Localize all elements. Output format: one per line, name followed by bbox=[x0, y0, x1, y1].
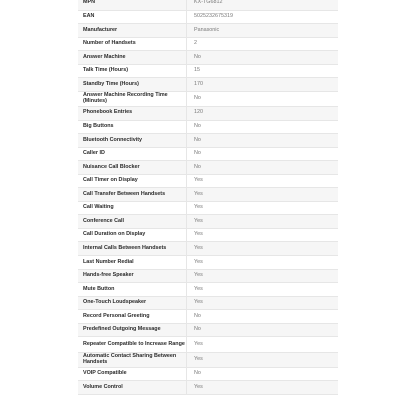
spec-label: Call Transfer Between Handsets bbox=[78, 188, 187, 202]
spec-label: EAN bbox=[78, 10, 187, 24]
spec-row-nuisance-call-blocker bbox=[78, 161, 338, 175]
spec-value: Yes bbox=[187, 283, 339, 297]
spec-label: Automatic Contact Sharing Between Handsets bbox=[78, 352, 187, 367]
spec-label: Last Number Redial bbox=[78, 256, 187, 270]
spec-label: Bluetooth Connectivity bbox=[78, 134, 187, 148]
spec-label: Record Personal Greeting bbox=[78, 310, 187, 324]
spec-value: Yes bbox=[187, 188, 339, 202]
spec-label: Predefined Outgoing Message bbox=[78, 323, 187, 337]
specifications-table bbox=[78, 0, 338, 395]
spec-value: 15 bbox=[187, 64, 339, 78]
spec-row-standby-time bbox=[78, 78, 338, 92]
spec-row-phonebook-entries bbox=[78, 107, 338, 121]
spec-value: Yes bbox=[187, 256, 339, 270]
spec-value: No bbox=[187, 147, 339, 161]
spec-label: Number of Handsets bbox=[78, 37, 187, 51]
spec-value: Yes bbox=[187, 337, 339, 352]
spec-value: Yes bbox=[187, 296, 339, 310]
spec-row-volume-control bbox=[78, 381, 338, 395]
spec-row-hands-free-speaker bbox=[78, 269, 338, 283]
spec-row-ean bbox=[78, 10, 338, 24]
spec-row-last-number-redial bbox=[78, 256, 338, 270]
spec-row-call-duration bbox=[78, 228, 338, 242]
spec-label: Volume Control bbox=[78, 381, 187, 395]
spec-value: Yes bbox=[187, 269, 339, 283]
spec-label: Hands-free Speaker bbox=[78, 269, 187, 283]
spec-value: No bbox=[187, 367, 339, 381]
spec-label: Nuisance Call Blocker bbox=[78, 161, 187, 175]
spec-label: VOIP Compatible bbox=[78, 367, 187, 381]
spec-row-conference-call bbox=[78, 215, 338, 229]
spec-row-record-greeting bbox=[78, 310, 338, 324]
spec-label: Phonebook Entries bbox=[78, 107, 187, 121]
spec-value: Yes bbox=[187, 381, 339, 395]
spec-row-predefined-message bbox=[78, 323, 338, 337]
spec-label: Conference Call bbox=[78, 215, 187, 229]
spec-label: Mute Button bbox=[78, 283, 187, 297]
spec-value: 170 bbox=[187, 78, 339, 92]
spec-value: Yes bbox=[187, 215, 339, 229]
spec-value: No bbox=[187, 323, 339, 337]
spec-value: Yes bbox=[187, 201, 339, 215]
spec-row-mpn bbox=[78, 0, 338, 10]
spec-label: Answer Machine bbox=[78, 51, 187, 65]
spec-row-answer-machine bbox=[78, 51, 338, 65]
spec-value: No bbox=[187, 134, 339, 148]
spec-row-internal-calls bbox=[78, 242, 338, 256]
spec-row-big-buttons bbox=[78, 120, 338, 134]
spec-label: Call Waiting bbox=[78, 201, 187, 215]
spec-label: Caller ID bbox=[78, 147, 187, 161]
spec-row-mute-button bbox=[78, 283, 338, 297]
spec-label: Standby Time (Hours) bbox=[78, 78, 187, 92]
spec-value: Yes bbox=[187, 352, 339, 367]
spec-label: Answer Machine Recording Time (Minutes) bbox=[78, 91, 187, 106]
spec-row-caller-id bbox=[78, 147, 338, 161]
spec-value: No bbox=[187, 51, 339, 65]
spec-label: Big Buttons bbox=[78, 120, 187, 134]
spec-label: Call Timer on Display bbox=[78, 174, 187, 188]
spec-value: Panasonic bbox=[187, 24, 339, 38]
spec-value: KX-TG6812 bbox=[187, 0, 339, 10]
spec-row-contact-sharing bbox=[78, 352, 338, 367]
spec-value: No bbox=[187, 91, 339, 106]
spec-value: No bbox=[187, 120, 339, 134]
spec-label: Internal Calls Between Handsets bbox=[78, 242, 187, 256]
spec-row-voip-compatible bbox=[78, 367, 338, 381]
spec-label: Call Duration on Display bbox=[78, 228, 187, 242]
spec-value: 120 bbox=[187, 107, 339, 121]
spec-value: 2 bbox=[187, 37, 339, 51]
spec-row-call-timer bbox=[78, 174, 338, 188]
spec-row-recording-time bbox=[78, 91, 338, 106]
spec-label: Repeater Compatible to Increase Range bbox=[78, 337, 187, 352]
spec-value: No bbox=[187, 161, 339, 175]
spec-value: No bbox=[187, 310, 339, 324]
spec-row-one-touch-loudspeaker bbox=[78, 296, 338, 310]
spec-value: Yes bbox=[187, 242, 339, 256]
spec-row-talk-time bbox=[78, 64, 338, 78]
spec-label: Talk Time (Hours) bbox=[78, 64, 187, 78]
spec-row-bluetooth bbox=[78, 134, 338, 148]
spec-label: Manufacturer bbox=[78, 24, 187, 38]
spec-row-call-transfer bbox=[78, 188, 338, 202]
spec-label: One-Touch Loudspeaker bbox=[78, 296, 187, 310]
spec-row-number-of-handsets bbox=[78, 37, 338, 51]
spec-value: Yes bbox=[187, 228, 339, 242]
spec-label: MPN bbox=[78, 0, 187, 10]
spec-row-repeater-compatible bbox=[78, 337, 338, 352]
spec-row-manufacturer bbox=[78, 24, 338, 38]
spec-row-call-waiting bbox=[78, 201, 338, 215]
spec-value: 5025232675319 bbox=[187, 10, 339, 24]
spec-value: Yes bbox=[187, 174, 339, 188]
